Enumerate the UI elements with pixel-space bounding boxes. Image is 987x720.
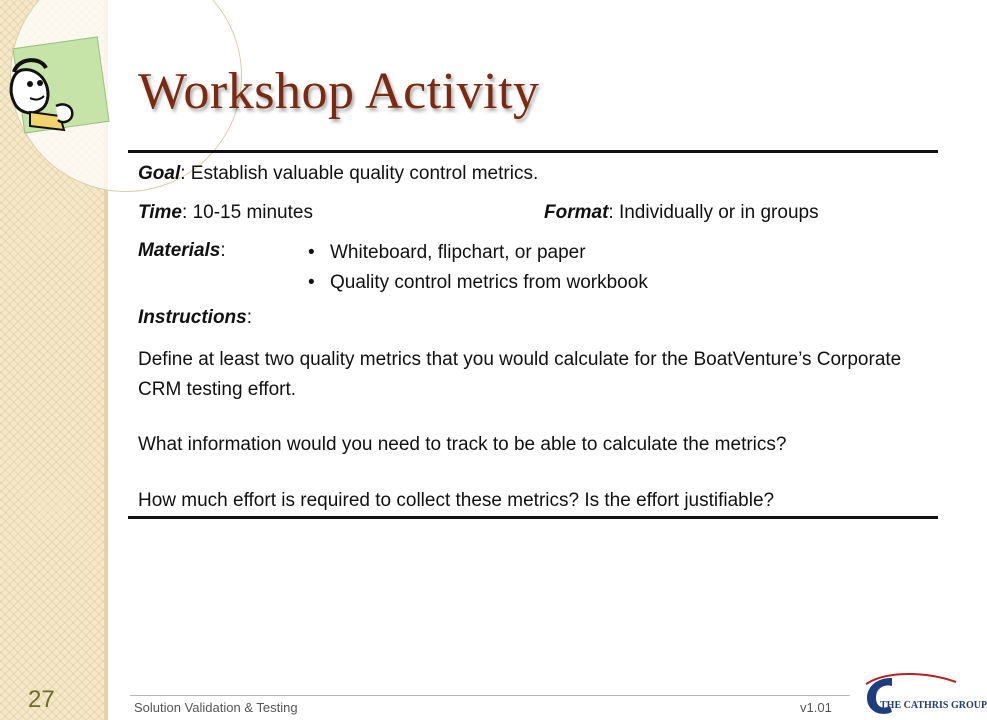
logo-text: THE CATHRIS GROUP — [880, 700, 987, 711]
materials-line — [138, 239, 226, 263]
time-line — [138, 201, 313, 225]
page-number: 27 — [28, 686, 55, 713]
footer-divider — [130, 695, 850, 696]
format-label: Format — [544, 202, 609, 223]
format-line — [544, 201, 819, 225]
top-rule — [128, 150, 938, 153]
instructions-colon: : — [246, 307, 253, 328]
time-text: : 10-15 minutes — [182, 202, 313, 223]
page-title: Workshop Activity — [138, 63, 540, 120]
goal-text: : Establish valuable quality control metrics. — [180, 163, 539, 184]
footer-version: v1.01 — [800, 700, 832, 715]
list-item: • Whiteboard, flipchart, or paper — [308, 238, 648, 268]
footer-course-title: Solution Validation & Testing — [134, 700, 298, 715]
instruction-paragraph: What information would you need to track to be able to calculate the metrics? — [138, 434, 787, 455]
materials-colon: : — [220, 240, 226, 261]
cartoon-man-icon — [0, 50, 100, 140]
instructions-label: Instructions — [138, 307, 247, 328]
goal-line — [138, 162, 538, 186]
format-text: : Individually or in groups — [608, 202, 819, 223]
cathris-logo-icon — [858, 672, 958, 718]
bottom-rule — [128, 516, 938, 519]
goal-label: Goal — [138, 163, 181, 184]
materials-label: Materials — [138, 240, 221, 261]
instruction-paragraph: How much effort is required to collect these metrics? Is the effort justifiable? — [138, 490, 775, 511]
instruction-paragraph: Define at least two quality metrics that you would calculate for the BoatVenture’s Corporate CRM testing effort. — [138, 349, 902, 400]
instructions-line — [138, 306, 252, 330]
list-item: • Quality control metrics from workbook — [308, 268, 648, 298]
materials-list — [308, 238, 648, 298]
time-label: Time — [138, 202, 183, 223]
